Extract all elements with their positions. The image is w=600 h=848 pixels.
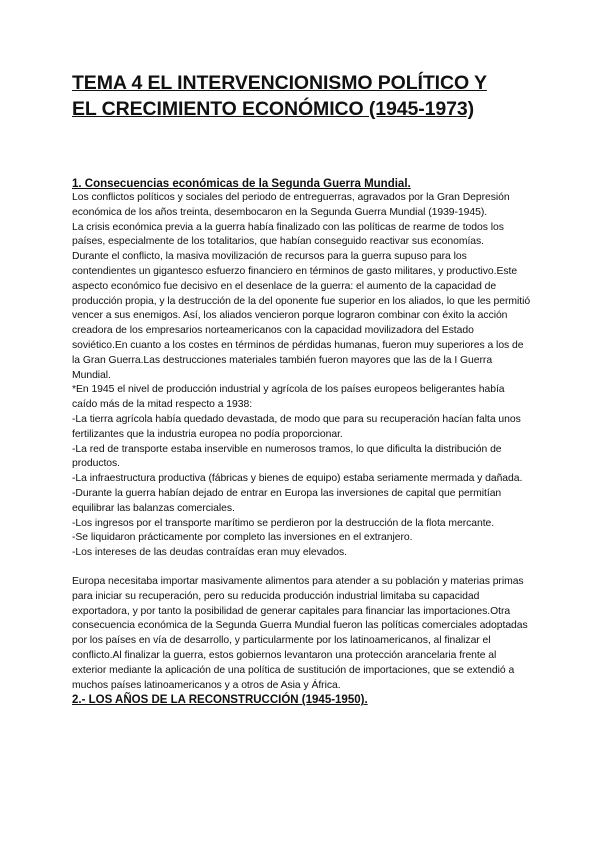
section-1-heading: 1. Consecuencias económicas de la Segunda Guerra Mundial. — [72, 178, 411, 190]
list-item: -Los intereses de las deudas contraídas eran muy elevados. — [72, 547, 347, 559]
list-item: -Durante la guerra habían dejado de entrar en Europa las inversiones de capital que permitían equilibrar las balanzas comerciales. — [72, 487, 502, 514]
section-1-body — [72, 191, 532, 693]
closing-paragraph: Europa necesitaba importar masivamente alimentos para atender a su población y materias primas para iniciar su recuperación, pero su reducida producción industrial limitaba su capacidad exportadora, y por tanto la posibilidad de generar capitales para financiar las importaciones.Otra consecuencia económica de la Segunda Guerra Mundial fueron las políticas comerciales adoptadas por los países en vía de desarrollo, y particularmente por los latinoamericanos, al finalizar el conflicto.Al finalizar la guerra, estos gobiernos levantaron una protección arancelaria frente al exterior mediante la aplicación de una política de sustitución de importaciones, que se extendió a muchos países latinoamericanos y a otros de Asia y África. — [72, 575, 528, 691]
paragraph: La crisis económica previa a la guerra había finalizado con las políticas de rearme de todos los países, especialmente de los totalitarios, que habían conseguido reactivar sus economías. — [72, 221, 504, 248]
paragraph: *En 1945 el nivel de producción industrial y agrícola de los países europeos beligerantes había caído más de la mitad respecto a 1938: — [72, 384, 505, 411]
list-item: -La infraestructura productiva (fábricas y bienes de equipo) estaba seriamente mermada y dañada. — [72, 473, 523, 485]
title-line-1: TEMA 4 EL INTERVENCIONISMO POLÍTICO Y — [72, 72, 487, 94]
section-2-heading: 2.- LOS AÑOS DE LA RECONSTRUCCIÓN (1945-1950). — [72, 694, 368, 707]
list-item: -Se liquidaron prácticamente por completo las inversiones en el extranjero. — [72, 532, 413, 544]
list-item: -Los ingresos por el transporte marítimo se perdieron por la destrucción de la flota mercante. — [72, 517, 495, 529]
list-item: -La red de transporte estaba inservible en numerosos tramos, lo que dificulta la distribución de productos. — [72, 443, 502, 470]
document-title — [72, 70, 532, 122]
paragraph: Los conflictos políticos y sociales del periodo de entreguerras, agravados por la Gran Depresión económica de los años treinta, desembocaron en la Segunda Guerra Mundial (1939-1945). — [72, 192, 510, 218]
list-item: -La tierra agrícola había quedado devastada, de modo que para su recuperación hacían falta unos fertilizantes que la industria europea no podía proporcionar. — [72, 413, 521, 440]
paragraph: Durante el conflicto, la masiva movilización de recursos para la guerra supuso para los contendientes un gigantesco esfuerzo financiero en términos de gasto militares, y productivo.Este aspecto económico fue decisivo en el desenlace de la guerra: el aumento de la capacidad de producción propia, y la destrucción de la del oponente fue superior en los aliados, lo que les permitió vencer a sus enemigos. Así, los aliados vencieron porque lograron combinar con éxito la acción creadora de los empresarios norteamericanos con la capacidad movilizadora del Estado soviético.En cuanto a los costes en términos de pérdidas humanas, fueron muy superiores a los de la Gran Guerra.Las destrucciones materiales también fueron mayores que las de la I Guerra Mundial. — [72, 251, 531, 381]
document-page — [72, 70, 532, 707]
title-line-2: EL CRECIMIENTO ECONÓMICO (1945-1973) — [72, 98, 475, 120]
paragraph-spacer — [72, 561, 532, 575]
